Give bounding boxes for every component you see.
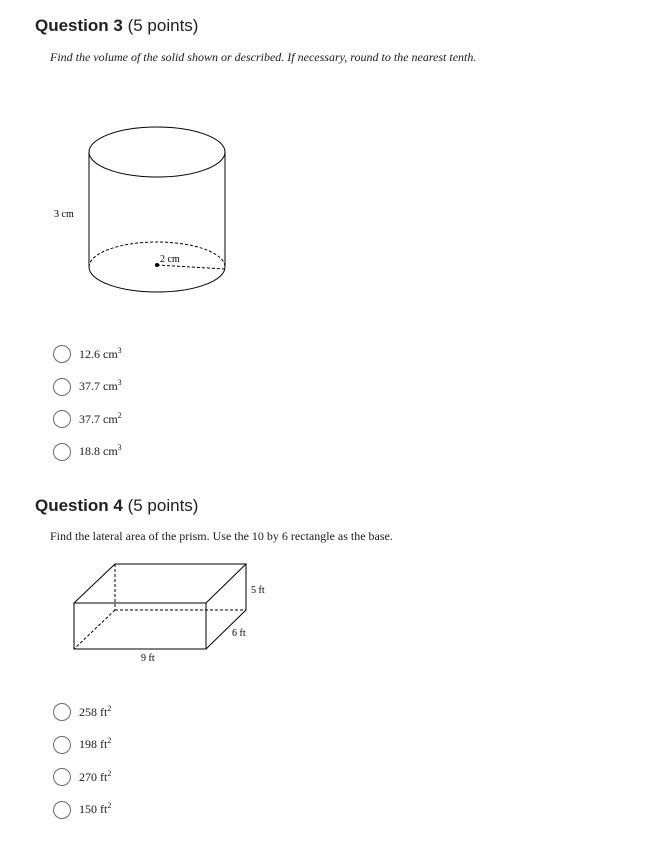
radio-button[interactable]	[53, 410, 71, 428]
question-3-points: (5 points)	[127, 16, 199, 35]
choice-label	[79, 737, 111, 752]
radio-button[interactable]	[53, 443, 71, 461]
choice-label	[79, 705, 111, 720]
choice-value: 12.6 cm	[79, 346, 118, 361]
prism-hidden-diagonal	[74, 610, 115, 649]
question-4-choice-1[interactable]	[53, 701, 111, 723]
choice-exponent: 3	[117, 378, 122, 387]
radio-button[interactable]	[53, 736, 71, 754]
prism-depth-label: 6 ft	[232, 628, 246, 639]
choice-value: 37.7 cm	[79, 411, 118, 426]
choice-label	[79, 802, 111, 817]
question-4-number: Question 4	[35, 496, 123, 515]
question-4-choice-2[interactable]	[53, 734, 111, 756]
choice-exponent: 2	[107, 801, 112, 810]
cylinder-bottom-front	[89, 267, 225, 292]
choice-exponent: 2	[117, 410, 122, 420]
prism-top-face	[74, 564, 246, 603]
choice-value: 258 ft	[79, 704, 108, 719]
question-4-title	[35, 496, 198, 516]
choice-value: 150 ft	[79, 802, 108, 816]
choice-value: 198 ft	[79, 737, 108, 751]
prism-figure	[70, 560, 290, 670]
choice-label	[79, 770, 111, 785]
question-3-title	[35, 16, 198, 36]
cylinder-height-label: 3 cm	[54, 209, 74, 220]
prism-height-label: 5 ft	[251, 585, 265, 596]
radio-button[interactable]	[53, 801, 71, 819]
cylinder-top-ellipse	[89, 127, 225, 177]
radio-button[interactable]	[53, 345, 71, 363]
question-4	[0, 480, 652, 844]
choice-label	[79, 412, 122, 427]
question-3-choice-2[interactable]	[53, 376, 122, 398]
prism-width-label: 9 ft	[141, 653, 155, 664]
question-3-choice-4[interactable]	[53, 441, 122, 463]
choice-value: 18.8 cm	[79, 444, 118, 458]
cylinder-figure	[50, 122, 250, 302]
question-4-choice-4[interactable]	[53, 799, 111, 821]
question-3-choices	[53, 343, 122, 473]
choice-value: 37.7 cm	[79, 379, 118, 393]
question-3-prompt: Find the volume of the solid shown or described. If necessary, round to the nearest tenth.	[50, 50, 477, 64]
question-4-prompt: Find the lateral area of the prism. Use the 10 by 6 rectangle as the base.	[50, 529, 393, 543]
question-3-choice-3[interactable]	[53, 408, 122, 430]
choice-exponent: 2	[107, 736, 112, 745]
cylinder-radius-line	[157, 265, 225, 269]
radio-button[interactable]	[53, 378, 71, 396]
question-3-choice-1[interactable]	[53, 343, 122, 365]
question-4-choices	[53, 701, 111, 831]
choice-label	[79, 347, 122, 362]
radio-button[interactable]	[53, 768, 71, 786]
cylinder-radius-label: 2 cm	[160, 254, 180, 265]
question-3-number: Question 3	[35, 16, 123, 35]
question-4-points: (5 points)	[127, 496, 199, 515]
cylinder-diagram	[50, 122, 250, 302]
choice-label	[79, 444, 122, 459]
choice-value: 270 ft	[79, 769, 108, 784]
choice-exponent: 3	[117, 345, 122, 355]
radio-button[interactable]	[53, 703, 71, 721]
question-4-choice-3[interactable]	[53, 766, 111, 788]
choice-exponent: 2	[107, 703, 112, 713]
prism-diagram	[70, 560, 290, 670]
choice-label	[79, 379, 122, 394]
choice-exponent: 3	[117, 443, 122, 452]
choice-exponent: 2	[107, 768, 112, 778]
